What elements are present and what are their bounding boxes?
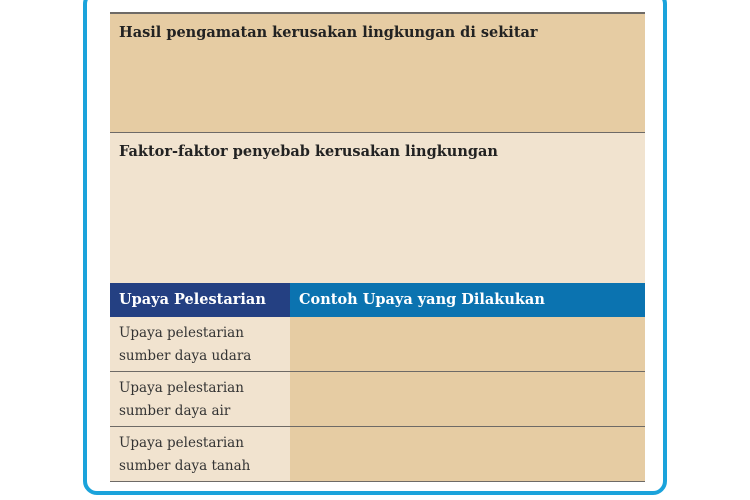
causes-section xyxy=(110,133,645,283)
causes-label: Faktor-faktor penyebab kerusakan lingkungan xyxy=(119,143,498,160)
table-header xyxy=(110,283,645,317)
observation-section xyxy=(110,12,645,133)
row-label-line: sumber daya udara xyxy=(119,348,252,364)
example-cell-water xyxy=(290,372,645,426)
example-cell-air xyxy=(290,317,645,371)
row-label-line: Upaya pelestarian xyxy=(119,435,244,451)
row-label-line: sumber daya air xyxy=(119,403,231,419)
header-conservation-effort: Upaya Pelestarian xyxy=(110,283,290,317)
worksheet xyxy=(110,12,645,482)
table-row xyxy=(110,427,645,482)
row-label-line: sumber daya tanah xyxy=(119,458,251,474)
row-label-line: Upaya pelestarian xyxy=(119,380,244,396)
row-label-line: Upaya pelestarian xyxy=(119,325,244,341)
row-label-water-resources xyxy=(110,372,290,426)
observation-label: Hasil pengamatan kerusakan lingkungan di sekitar xyxy=(119,24,538,41)
example-cell-soil xyxy=(290,427,645,481)
row-label-air-resources xyxy=(110,317,290,371)
table-row xyxy=(110,317,645,372)
header-example-effort: Contoh Upaya yang Dilakukan xyxy=(290,283,645,317)
row-label-soil-resources xyxy=(110,427,290,481)
table-row xyxy=(110,372,645,427)
